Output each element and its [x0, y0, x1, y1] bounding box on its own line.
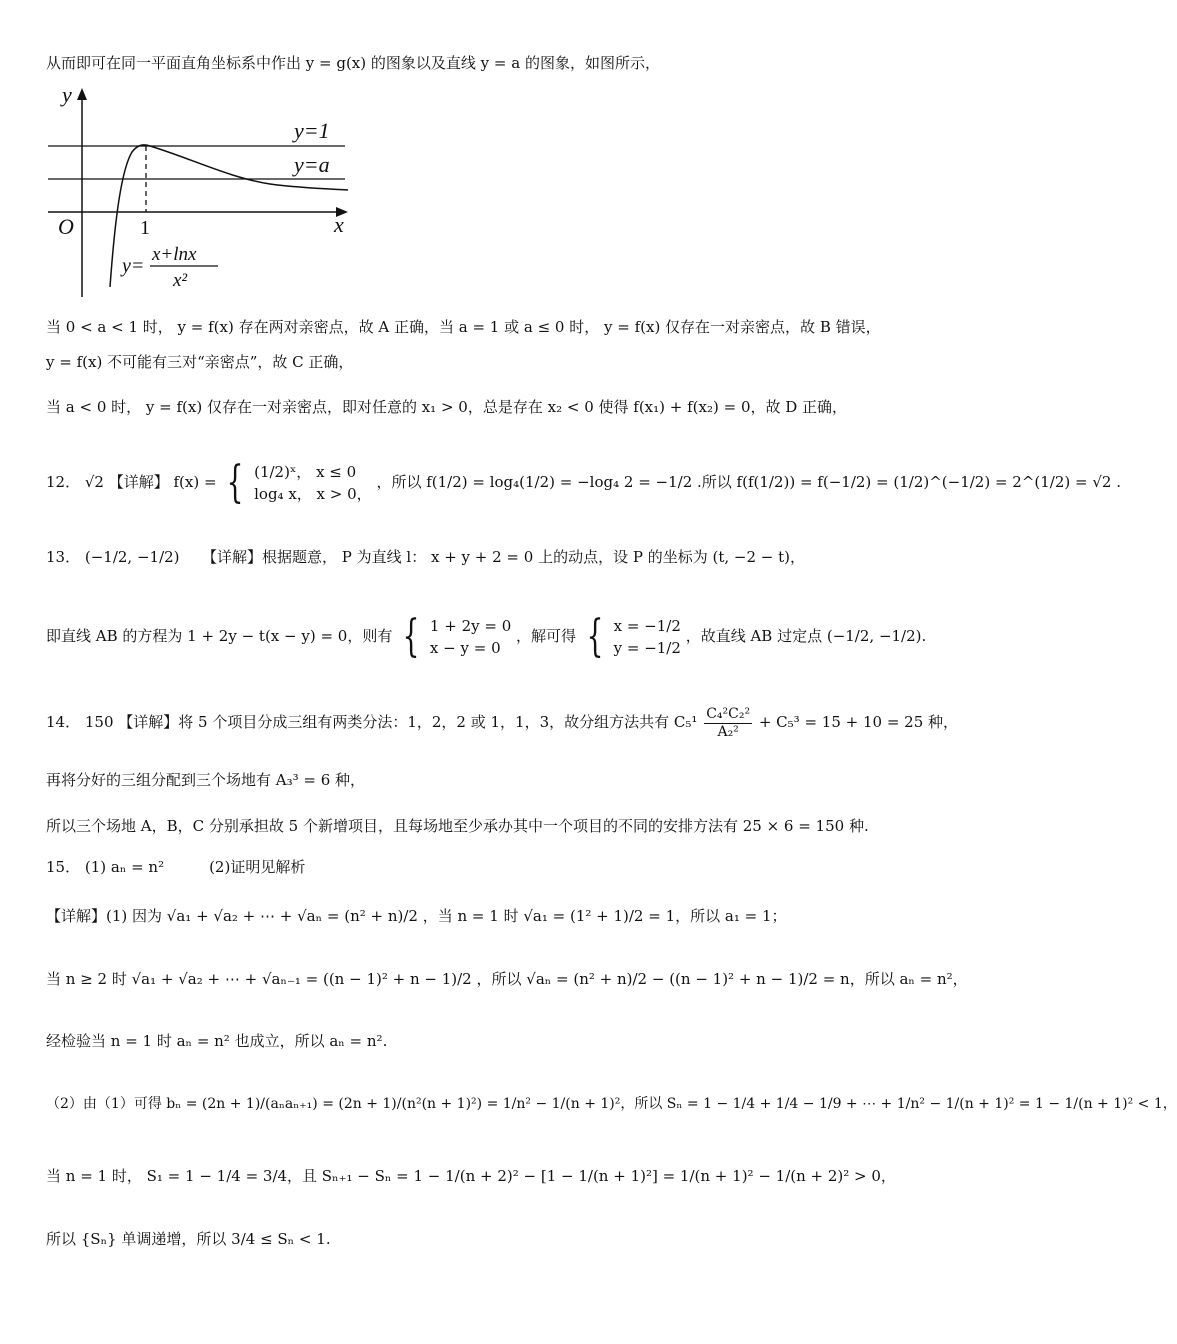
q14-line1b: + C₅³ = 15 + 10 = 25 种，	[758, 713, 959, 731]
brace-icon: {	[402, 611, 420, 662]
q15-line1: 15． (1) aₙ = n² (2)证明见解析	[46, 858, 306, 876]
q13-line2a: 即直线 AB 的方程为 1 + 2y − t(x − y) = 0，则有	[46, 627, 393, 645]
q13-line2c: ，故直线 AB 过定点 (−1/2, −1/2).	[685, 627, 927, 645]
label-y-1: y=1	[294, 118, 330, 143]
q13-sys2b: y = −1/2	[613, 639, 681, 657]
q13-line1: 13． (−1/2, −1/2) 【详解】根据题意， P 为直线 l： x + y + 2 = 0 上的动点，设 P 的坐标为 (t, −2 − t)，	[46, 548, 805, 566]
q11-line2: y = f(x) 不可能有三对“亲密点”，故 C 正确，	[46, 353, 354, 371]
brace-icon: {	[586, 611, 604, 662]
brace-icon: {	[226, 457, 244, 508]
q12-case2: log₄ x， x > 0，	[254, 485, 372, 503]
axis-x-label: x	[334, 212, 344, 237]
q14-line1a: 14． 150 【详解】将 5 个项目分成三组有两类分法：1，2，2 或 1，1，3，故分组方法共有 C₅¹	[46, 713, 698, 731]
q11-line3: 当 a < 0 时， y = f(x) 仅存在一对亲密点，即对任意的 x₁ > 0，总是存在 x₂ < 0 使得 f(x₁) + f(x₂) = 0，故 D 正确，	[46, 398, 848, 416]
label-fn-den: x²	[173, 270, 188, 291]
q14-frac-den: A₂²	[717, 723, 739, 740]
tick-1-label: 1	[140, 217, 150, 239]
q13-system1	[430, 615, 511, 659]
q11-line1: 当 0 < a < 1 时， y = f(x) 存在两对亲密点，故 A 正确，当 a = 1 或 a ≤ 0 时， y = f(x) 仅存在一对亲密点，故 B 错误，	[46, 318, 881, 336]
q14-frac-num: C₄²C₂²	[706, 705, 751, 722]
q14-line1	[46, 702, 958, 742]
q15-line7: 所以 {Sₙ} 单调递增，所以 3/4 ≤ Sₙ < 1.	[46, 1230, 331, 1248]
q13-sys2a: x = −1/2	[613, 617, 681, 635]
q13-sys1b: x − y = 0	[429, 639, 501, 657]
q15-line5: （2）由（1）可得 bₙ = (2n + 1)/(aₙaₙ₊₁) = (2n + 1)/(n²(n + 1)²) = 1/n² − 1/(n + 1)²，所以 Sₙ = 1 − 1/4 + 1/4 − 1/9 + ⋯ + 1/n² − 1/(n + 1)² = 1 − 1/(n + 1)² < 1，	[46, 1096, 1177, 1112]
function-graph	[40, 82, 360, 302]
origin-label: O	[58, 214, 74, 239]
q15-line6: 当 n = 1 时， S₁ = 1 − 1/4 = 3/4，且 Sₙ₊₁ − Sₙ = 1 − 1/(n + 2)² − [1 − 1/(n + 1)²] = 1/(n + 1)² − 1/(n + 2)² > 0，	[46, 1167, 896, 1185]
q13-system2	[614, 615, 681, 659]
y-axis-arrow-icon	[77, 88, 87, 100]
label-fn-num: x+lnx	[152, 244, 197, 265]
q14-line2: 再将分好的三组分配到三个场地有 A₃³ = 6 种，	[46, 771, 366, 789]
q12-head: 12． √2 【详解】 f(x) =	[46, 473, 217, 491]
q12-case1: (1/2)ˣ， x ≤ 0	[254, 463, 357, 481]
q13-line2b: ，解可得	[516, 627, 577, 645]
q15-line3: 当 n ≥ 2 时 √a₁ + √a₂ + ⋯ + √aₙ₋₁ = ((n − 1)² + n − 1)/2 ，所以 √aₙ = (n² + n)/2 − ((n − 1)² + n − 1)/2 = n，所以 aₙ = n²，	[46, 970, 968, 988]
q15-line4: 经检验当 n = 1 时 aₙ = n² 也成立，所以 aₙ = n².	[46, 1032, 388, 1050]
q14-fraction	[704, 706, 752, 741]
axis-y-label: y	[62, 82, 72, 107]
q12-block	[46, 452, 1121, 512]
label-y-a: y=a	[294, 152, 330, 177]
q15-line2: 【详解】(1) 因为 √a₁ + √a₂ + ⋯ + √aₙ = (n² + n)/2 ，当 n = 1 时 √a₁ = (1² + 1)/2 = 1，所以 a₁ = 1；	[46, 907, 787, 925]
q13-line2	[46, 606, 926, 666]
q13-sys1a: 1 + 2y = 0	[429, 617, 512, 635]
q12-tail: ，所以 f(1/2) = log₄(1/2) = −log₄ 2 = −1/2 .所以 f(f(1/2)) = f(−1/2) = (1/2)^(−1/2) = 2^(1/2) = √2 .	[376, 473, 1121, 491]
q14-line3: 所以三个场地 A，B，C 分别承担故 5 个新增项目，且每场地至少承办其中一个项目的不同的安排方法有 25 × 6 = 150 种.	[46, 817, 869, 835]
q12-piecewise	[254, 461, 372, 505]
intro-text: 从而即可在同一平面直角坐标系中作出 y = g(x) 的图象以及直线 y = a 的图象，如图所示，	[46, 54, 660, 72]
label-fn-lhs: y=	[122, 255, 145, 277]
